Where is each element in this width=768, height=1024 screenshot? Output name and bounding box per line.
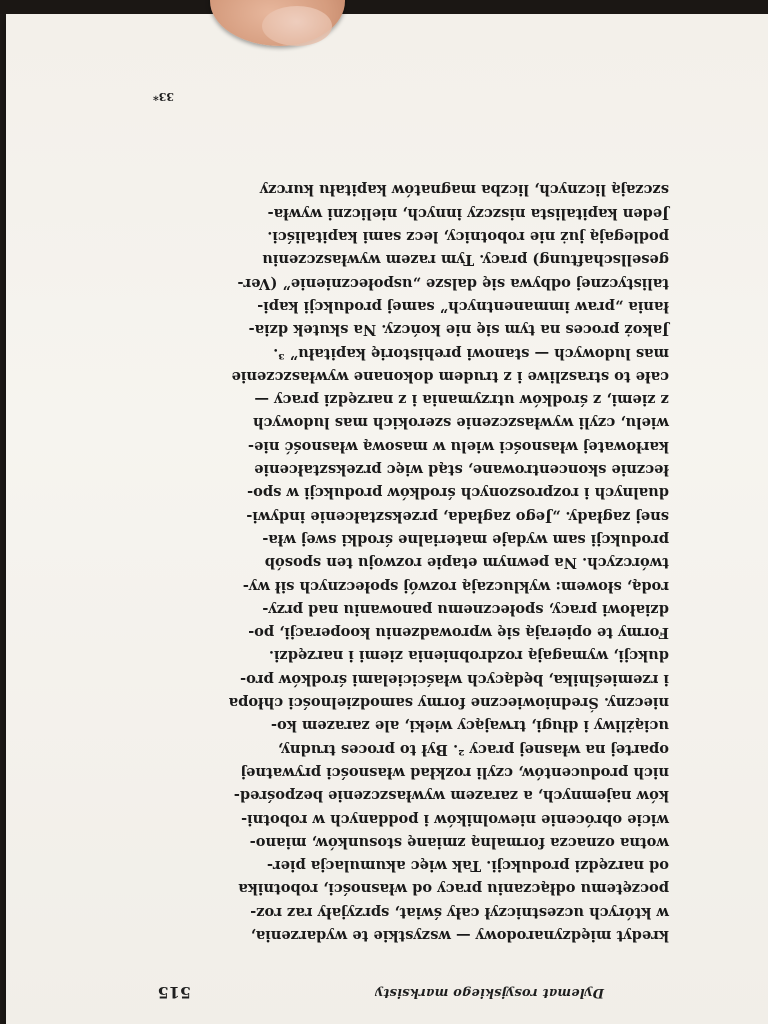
text-line: dualnych i rozproszonych środków produkcji w spo- bbox=[247, 484, 669, 502]
text-line: talistycznej odbywa się dalsze „uspołecznienie” (Ver- bbox=[237, 274, 669, 292]
text-line: łania „praw immanentnych” samej produkcji kapi- bbox=[257, 297, 669, 315]
text-line: twórczych. Na pewnym etapie rozwoju ten sposób bbox=[264, 554, 669, 572]
background-edge bbox=[0, 0, 768, 14]
text-line: karłowatej własności wielu w masową własność nie- bbox=[247, 437, 669, 455]
text-line: podlegają już nie robotnicy, lecz sami kapitaliści. bbox=[267, 228, 669, 246]
page-header bbox=[104, 976, 604, 1000]
text-line: od narzędzi produkcji. Tak więc akumulacja pier- bbox=[266, 857, 669, 875]
text-line: wicie obrócenie niewolników i poddanych w robotni- bbox=[241, 810, 669, 828]
text-line: nieczny. Średniowieczne formy samodzielności chłopa bbox=[228, 694, 669, 712]
text-line: z ziemi, z środków utrzymania i z narzędzi pracy — bbox=[254, 391, 669, 409]
text-line: Formy te opierają się wprowadzeniu kooperacji, po- bbox=[248, 624, 669, 642]
text-line: szczają licznych, liczba magnatów kapitału kurczy bbox=[259, 181, 669, 199]
text-line: uciążliwy i długi, trwający wieki, ale zarazem ko- bbox=[270, 717, 669, 735]
page-number: 515 bbox=[157, 983, 191, 1002]
text-line: działowi pracy, społecznemu panowaniu nad przy- bbox=[262, 600, 669, 618]
text-line: łecznie skoncentrowane, stąd więc przekształcenie bbox=[254, 461, 669, 479]
book-page-sheet bbox=[6, 14, 768, 1024]
body-text bbox=[89, 178, 669, 947]
upside-down-page bbox=[6, 14, 768, 1024]
text-line: Jeden kapitalista niszczy innych, nieliczni wywła- bbox=[267, 204, 669, 222]
text-line: ków najemnych, a zarazem wywłaszczenie bezpośred- bbox=[233, 787, 669, 805]
text-line: wielu, czyli wywłaszczenie szerokich mas ludowych bbox=[253, 414, 669, 432]
text-line: rodą, słowem: wykluczają rozwój społecznych sił wy- bbox=[242, 577, 669, 595]
text-line: mas ludowych — stanowi prehistorię kapitału” ³. bbox=[273, 344, 669, 362]
running-title: Dylemat rosyjskiego marksisty bbox=[375, 985, 604, 1000]
text-line: snej zagłady. „Jego zagłada, przekształcenie indywi- bbox=[246, 507, 669, 525]
text-line: dukcji, wymagają rozdrobnienia ziemi i narzędzi. bbox=[268, 647, 669, 665]
thumbnail-highlight bbox=[262, 6, 332, 46]
text-line: i rzemieślnika, będących właścicielami środków pro- bbox=[240, 670, 669, 688]
text-line: nich producentów, czyli rozkład własności prywatnej bbox=[240, 763, 669, 781]
text-line: w których uczestniczył cały świat, sprzyjały raz roz- bbox=[250, 903, 669, 921]
text-line: kredyt międzynarodowy — wszystkie te wydarzenia, bbox=[250, 927, 669, 944]
text-line: opartej na własnej pracy ². Był to proces trudny, bbox=[277, 740, 669, 758]
text-line: produkcji sam wydaje materialne środki swej wła- bbox=[262, 530, 669, 548]
footnote-marker: 33* bbox=[152, 90, 174, 103]
text-line: poczętemu odłączaniu pracy od własności, robotnika bbox=[238, 880, 669, 898]
text-line: gesellschaftung) pracy. Tym razem wywłaszczeniu bbox=[262, 251, 669, 269]
text-line: wotna oznacza formalną zmianę stosunków, miano- bbox=[249, 833, 669, 851]
text-line: Jakoż proces na tym się nie kończy. Na skutek dzia- bbox=[248, 321, 669, 339]
text-line: całe to straszliwe i z trudem dokonane wywłaszczenie bbox=[231, 367, 669, 385]
